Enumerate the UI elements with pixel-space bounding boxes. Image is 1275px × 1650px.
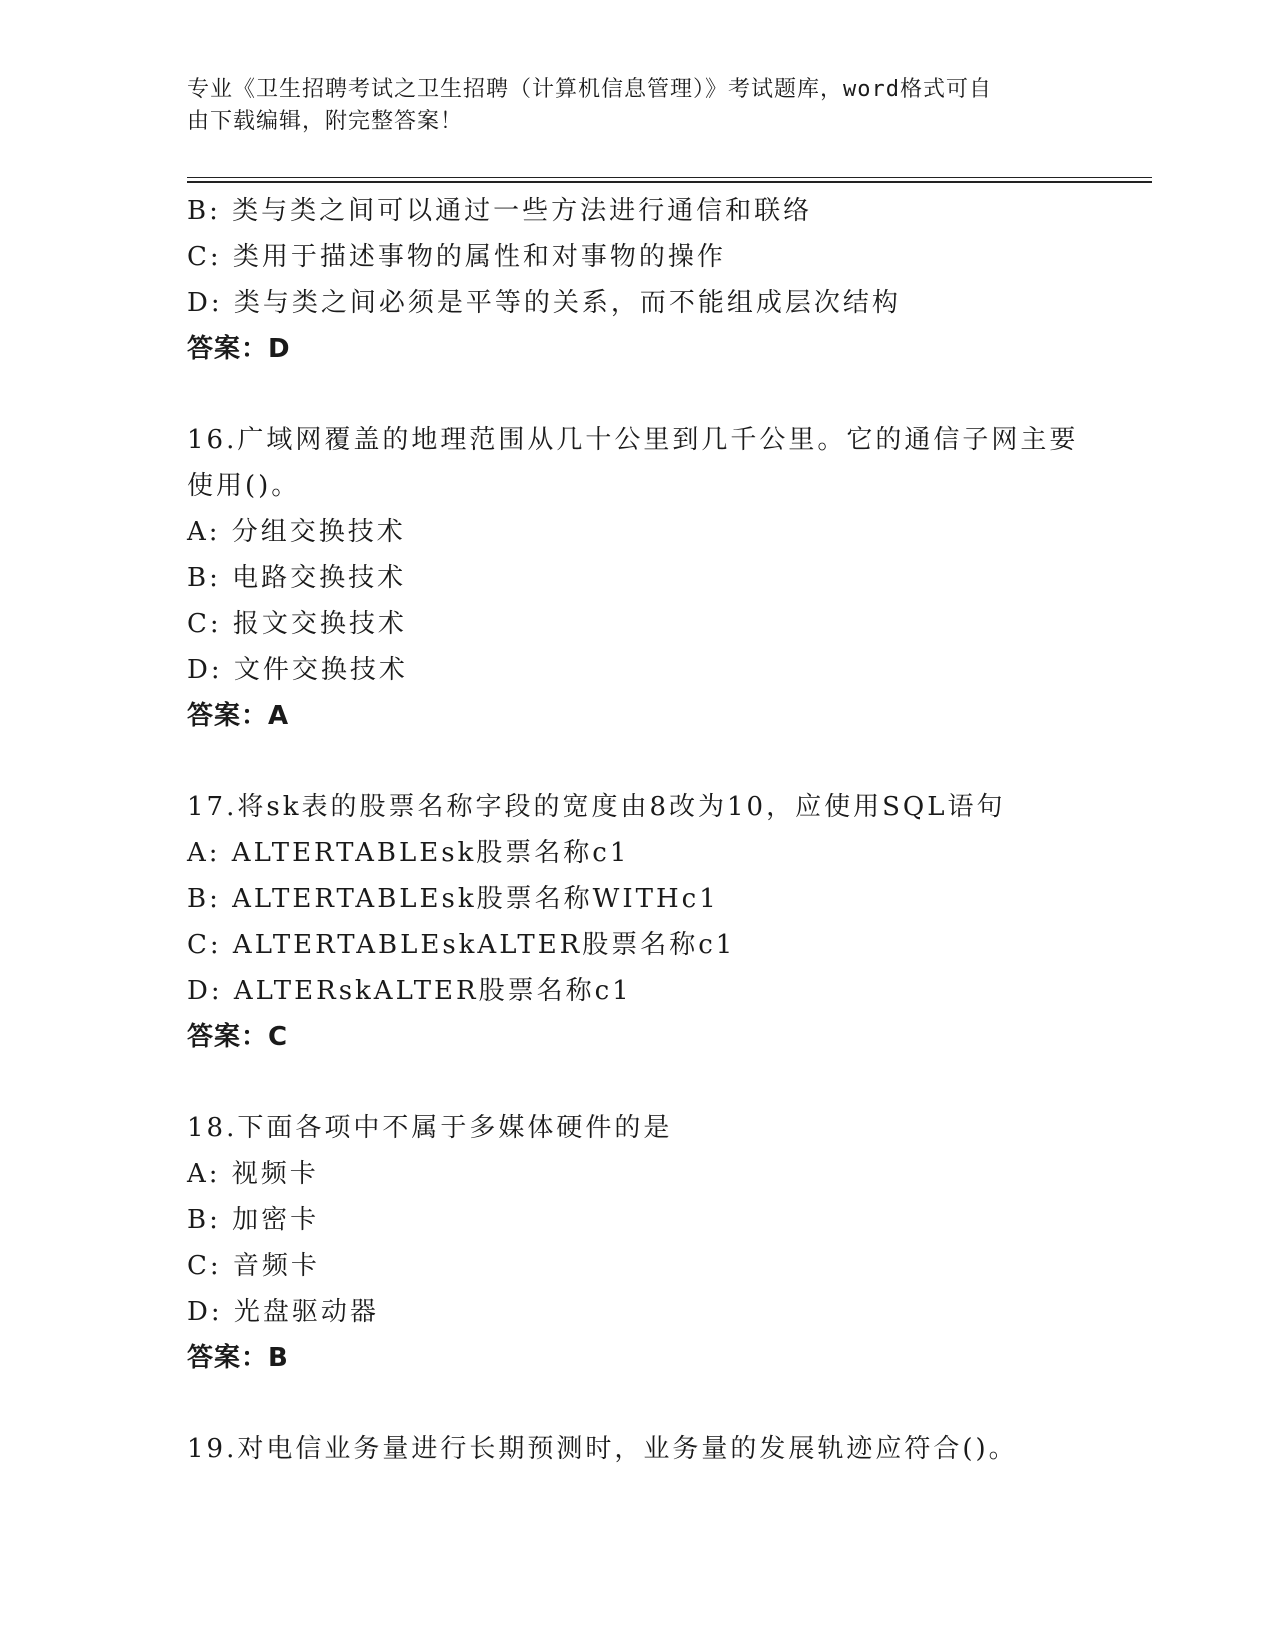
option-d: D: 文件交换技术 (187, 655, 408, 685)
answer: 答案：A (187, 701, 290, 731)
option-b: B: 电路交换技术 (187, 563, 407, 593)
question-18 (187, 1105, 1087, 1381)
option-c: C: ALTERTABLEskALTER股票名称c1 (187, 930, 736, 960)
question-19 (187, 1426, 1087, 1472)
question-spacer (187, 1060, 1087, 1105)
question-stem: 17.将sk表的股票名称字段的宽度由8改为10，应使用SQL语句 (187, 792, 1006, 822)
question-spacer (187, 372, 1087, 417)
answer: 答案：C (187, 1022, 289, 1052)
option-b: B: 加密卡 (187, 1205, 320, 1235)
question-16 (187, 417, 1087, 739)
option-c: C: 类用于描述事物的属性和对事物的操作 (187, 242, 726, 272)
option-c: C: 音频卡 (187, 1251, 320, 1281)
option-a: A: 分组交换技术 (187, 517, 406, 547)
question-stem: 19.对电信业务量进行长期预测时，业务量的发展轨迹应符合()。 (187, 1434, 1018, 1464)
option-a: A: ALTERTABLEsk股票名称c1 (187, 838, 630, 868)
option-d: D: 类与类之间必须是平等的关系，而不能组成层次结构 (187, 288, 901, 318)
option-a: A: 视频卡 (187, 1159, 319, 1189)
option-b: B: ALTERTABLEsk股票名称WITHc1 (187, 884, 719, 914)
question-stem-continued: 使用()。 (187, 471, 301, 501)
question-stem: 18.下面各项中不属于多媒体硬件的是 (187, 1113, 673, 1143)
question-17 (187, 784, 1087, 1060)
option-b: B: 类与类之间可以通过一些方法进行通信和联络 (187, 196, 813, 226)
question-spacer (187, 1381, 1087, 1426)
document-header (187, 74, 1067, 138)
header-line-2: 由下载编辑，附完整答案！ (187, 109, 464, 134)
option-d: D: ALTERskALTER股票名称c1 (187, 976, 632, 1006)
question-15 (187, 188, 1087, 372)
header-divider-thick (187, 181, 1152, 183)
option-d: D: 光盘驱动器 (187, 1297, 379, 1327)
answer: 答案：B (187, 1343, 289, 1373)
header-divider-thin (187, 177, 1152, 178)
answer: 答案：D (187, 334, 291, 364)
question-list (187, 188, 1087, 1472)
option-c: C: 报文交换技术 (187, 609, 407, 639)
header-line-1: 专业《卫生招聘考试之卫生招聘（计算机信息管理）》考试题库，word格式可自 (187, 77, 992, 102)
question-stem: 16.广域网覆盖的地理范围从几十公里到几千公里。它的通信子网主要 (187, 425, 1079, 455)
question-spacer (187, 739, 1087, 784)
